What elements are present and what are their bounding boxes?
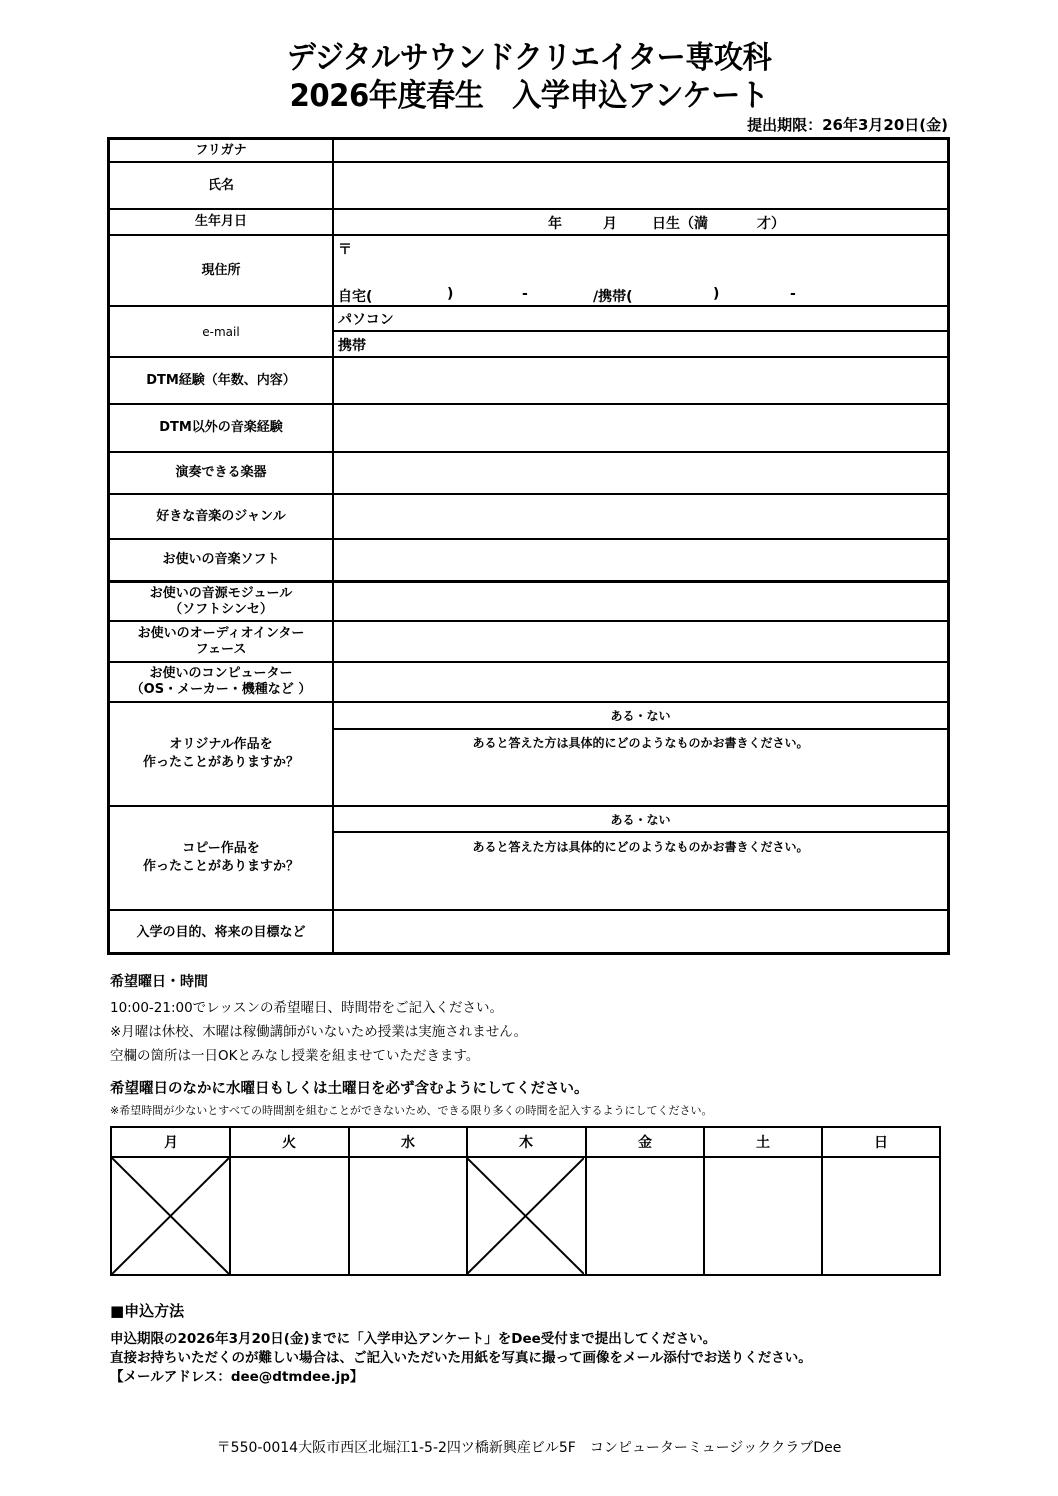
schedule-cell[interactable] xyxy=(350,1158,466,1274)
name-label: 氏名 xyxy=(207,177,234,193)
original-works-label-line2: 作ったことがありますか？ xyxy=(142,755,299,770)
birth-day-age-open: 日生（満 xyxy=(652,216,708,232)
furigana-label: フリガナ xyxy=(195,142,247,158)
computer-label-line1: お使いのコンピューター xyxy=(149,666,293,681)
other-music-label: DTM以外の音楽経験 xyxy=(159,420,283,435)
email-mobile-label: 携帯 xyxy=(338,338,366,354)
schedule-instruction-1: 10:00-21:00でレッスンの希望曜日、時間帯をご記入ください。 xyxy=(110,1000,504,1016)
copy-works-label xyxy=(110,807,332,909)
submission-deadline: 提出期限：26年3月20日(金) xyxy=(747,116,948,134)
copy-works-label-line2: 作ったことがありますか？ xyxy=(142,859,299,874)
home-phone-close: ) xyxy=(447,286,454,302)
original-works-yes-no[interactable]: ある・ない xyxy=(610,709,671,723)
genre-label: 好きな音楽のジャンル xyxy=(156,508,286,524)
page-title: デジタルサウンドクリエイター専攻科 xyxy=(286,40,772,76)
application-method-line-1: 申込期限の2026年3月20日(金)までに「入学申込アンケート」をDee受付まで提出してください。 xyxy=(110,1331,717,1347)
row-subdivider xyxy=(334,831,947,833)
application-method-heading: ■申込方法 xyxy=(110,1302,185,1320)
footer-address: 〒550-0014大阪市西区北堀江1-5-2四ツ橋新興産ビル5F コンピューターミュージッククラブDee xyxy=(216,1440,842,1456)
sound-module-label-line2: （ソフトシンセ） xyxy=(169,601,273,617)
audio-interface-label-line2: フェース xyxy=(195,641,247,657)
home-phone-dash: - xyxy=(522,286,528,302)
computer-label-line2: （OS・メーカー・機種など ） xyxy=(130,682,312,697)
row-subdivider xyxy=(334,728,947,730)
cross-out-icon xyxy=(112,1158,229,1274)
dtm-experience-label: DTM経験（年数、内容） xyxy=(146,372,296,388)
instruments-label: 演奏できる楽器 xyxy=(175,465,267,480)
application-method-line-2: 直接お持ちいただくのが難しい場合は、ご記入いただいた用紙を写真に撮って画像をメール添付でお送りください。 xyxy=(110,1350,812,1366)
schedule-cell[interactable] xyxy=(705,1158,821,1274)
sound-module-field[interactable] xyxy=(334,583,947,620)
furigana-field[interactable] xyxy=(334,140,947,161)
email-pc-label: パソコン xyxy=(338,312,394,328)
name-field[interactable] xyxy=(334,163,947,208)
mobile-phone-close: ) xyxy=(713,286,720,302)
address-label: 現住所 xyxy=(201,262,241,278)
email-pc-field[interactable] xyxy=(334,307,947,330)
computer-field[interactable] xyxy=(334,663,947,701)
goals-label: 入学の目的、将来の目標など xyxy=(136,925,306,940)
schedule-cell[interactable] xyxy=(823,1158,939,1274)
weekday-schedule-table xyxy=(110,1126,941,1276)
email-mobile-field[interactable] xyxy=(334,332,947,356)
application-email-address[interactable]: 【メールアドレス：dee@dtmdee.jp】 xyxy=(110,1369,364,1385)
birthdate-label: 生年月日 xyxy=(194,214,247,229)
birth-year-unit: 年 xyxy=(548,216,562,232)
schedule-day-header: 水 xyxy=(401,1135,415,1151)
schedule-day-header: 金 xyxy=(638,1135,652,1151)
goals-field[interactable] xyxy=(334,911,947,955)
copy-works-detail-field[interactable] xyxy=(334,856,947,908)
home-phone-open: 自宅( xyxy=(338,289,373,305)
schedule-emphasis: 希望曜日のなかに水曜日もしくは土曜日を必ず含むようにしてください。 xyxy=(110,1081,589,1097)
schedule-day-header: 土 xyxy=(756,1135,770,1151)
genre-field[interactable] xyxy=(334,495,947,538)
software-label: お使いの音楽ソフト xyxy=(162,552,280,567)
original-works-detail-field[interactable] xyxy=(334,752,947,804)
application-form xyxy=(107,137,950,955)
audio-interface-label xyxy=(110,622,332,661)
birth-month-unit: 月 xyxy=(603,216,617,232)
software-field[interactable] xyxy=(334,540,947,580)
mobile-phone-open: /携帯( xyxy=(593,289,633,305)
schedule-heading: 希望曜日・時間 xyxy=(110,974,208,990)
cross-out-icon xyxy=(467,1158,584,1274)
birthdate-field[interactable] xyxy=(334,210,947,234)
audio-interface-field[interactable] xyxy=(334,622,947,661)
copy-works-yes-no[interactable]: ある・ない xyxy=(610,813,671,827)
schedule-instruction-2: ※月曜は休校、木曜は稼働講師がいないため授業は実施されません。 xyxy=(110,1024,528,1040)
schedule-instruction-3: 空欄の箇所は一日OKとみなし授業を組ませていただきます。 xyxy=(110,1048,480,1064)
mobile-phone-dash: - xyxy=(790,286,796,302)
birth-age-close: 才） xyxy=(757,216,785,232)
audio-interface-label-line1: お使いのオーディオインター xyxy=(137,625,305,641)
address-field[interactable] xyxy=(334,236,947,305)
instruments-field[interactable] xyxy=(334,453,947,493)
schedule-day-header: 火 xyxy=(282,1135,296,1151)
email-label: e-mail xyxy=(202,324,240,339)
computer-label xyxy=(110,663,332,701)
schedule-day-header: 日 xyxy=(874,1135,888,1151)
dtm-experience-field[interactable] xyxy=(334,358,947,403)
page-subtitle: 2026年度春生 入学申込アンケート xyxy=(289,78,769,114)
schedule-cell[interactable] xyxy=(587,1158,703,1274)
copy-works-detail-prompt: あると答えた方は具体的にどのようなものかお書きください。 xyxy=(472,840,809,854)
schedule-day-header: 木 xyxy=(519,1135,533,1151)
schedule-note: ※希望時間が少ないとすべての時間割を組むことができないため、できる限り多くの時間を記入するようにしてください。 xyxy=(110,1104,713,1117)
original-works-label-line1: オリジナル作品を xyxy=(169,737,273,752)
schedule-cell[interactable] xyxy=(231,1158,347,1274)
other-music-field[interactable] xyxy=(334,405,947,451)
schedule-day-header: 月 xyxy=(164,1135,178,1151)
sound-module-label-line1: お使いの音源モジュール xyxy=(149,585,293,601)
original-works-detail-prompt: あると答えた方は具体的にどのようなものかお書きください。 xyxy=(472,736,809,750)
copy-works-label-line1: コピー作品を xyxy=(182,841,260,856)
postal-mark: 〒 xyxy=(338,242,352,258)
original-works-label xyxy=(110,703,332,805)
sound-module-label xyxy=(110,583,332,620)
